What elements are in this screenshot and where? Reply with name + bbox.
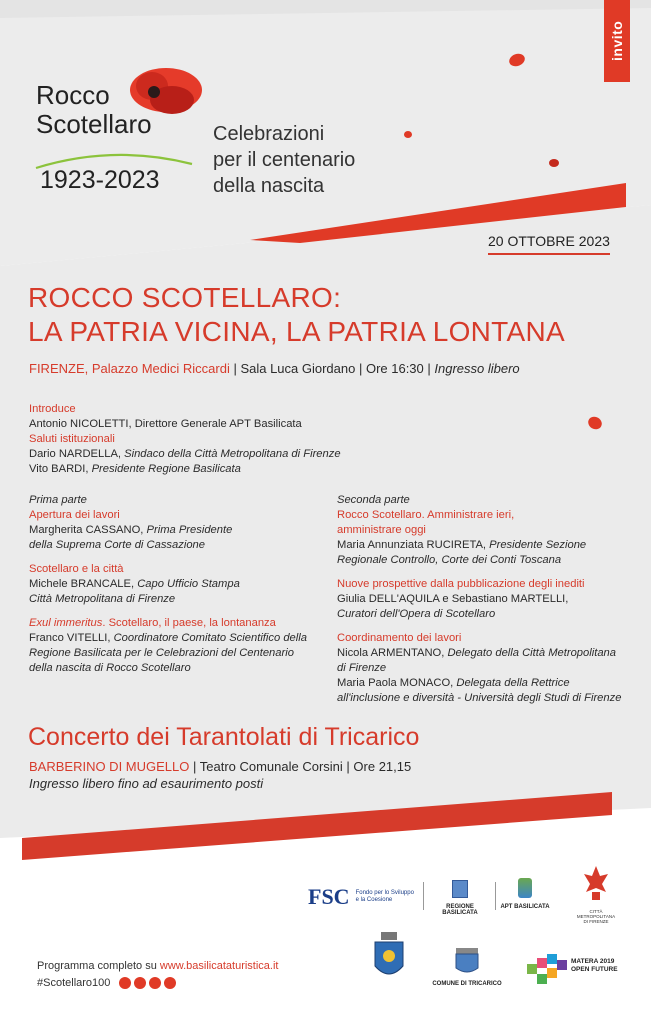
citta-metropolitana-logo — [570, 862, 622, 924]
speaker-role: Delegata della Rettrice — [456, 677, 570, 689]
speaker-role: Regionale Controllo, Corte dei Conti Toscana — [337, 554, 562, 566]
matera-squares-icon — [527, 954, 571, 986]
session-label: Scotellaro e la città — [29, 563, 124, 575]
speaker-role: Coordinatore Comitato Scientifico della — [113, 632, 307, 644]
title-line2: LA PATRIA VICINA, LA PATRIA LONTANA — [28, 316, 565, 347]
speaker-role: Delegato della Città Metropolitana — [447, 647, 616, 659]
celebr-line1: Celebrazioni — [213, 123, 325, 145]
invito-tab: invito — [604, 0, 630, 82]
petal-icon — [548, 158, 560, 168]
session-label-italic: Exul immeritus — [29, 617, 103, 629]
hashtag-line — [37, 977, 176, 989]
saluti-2 — [29, 462, 341, 477]
saluti-1 — [29, 447, 341, 462]
speaker-role: della Suprema Corte di Cassazione — [29, 539, 205, 551]
speaker-name: Giulia DELL'AQUILA e Sebastiano MARTELLI, — [337, 593, 569, 605]
logo-title — [36, 81, 152, 139]
comune-crest-icon — [430, 946, 504, 976]
celebrations-text — [213, 121, 355, 199]
venue-details: | Sala Luca Giordano | Ore 16:30 | — [229, 361, 435, 376]
petal-icon — [508, 52, 526, 68]
speaker-role: Regione Basilicata per le Celebrazioni del Centenario — [29, 647, 294, 659]
matera-label: OPEN FUTURE — [571, 966, 618, 973]
program-text: Programma completo su — [37, 960, 160, 972]
regione-basilicata-logo — [428, 880, 492, 916]
comune-tricarico-logo — [430, 946, 504, 987]
main-title — [28, 281, 565, 349]
fleur-de-lis-icon — [570, 862, 622, 904]
session-label: Apertura dei lavori — [29, 509, 120, 521]
youtube-icon[interactable] — [164, 977, 176, 989]
speaker-role: Presidente Regione Basilicata — [91, 463, 241, 475]
apt-label: APT BASILICATA — [500, 904, 550, 910]
speaker-name: Michele BRANCALE, — [29, 578, 138, 590]
concert-city: BARBERINO DI MUGELLO — [29, 759, 190, 774]
crest-logo — [371, 930, 407, 986]
speaker-name: Margherita CASSANO, — [29, 524, 147, 536]
speaker-name: Franco VITELLI, — [29, 632, 114, 644]
part-heading: Seconda parte — [337, 494, 410, 506]
hashtag: #Scotellaro100 — [37, 977, 111, 989]
logo-line1: Rocco — [36, 80, 110, 110]
session-label: amministrare oggi — [337, 524, 426, 536]
speaker-name: Nicola ARMENTANO, — [337, 647, 448, 659]
speaker-role: Capo Ufficio Stampa — [137, 578, 240, 590]
petal-icon — [587, 416, 603, 430]
facebook-icon[interactable] — [119, 977, 131, 989]
speaker-role: Prima Presidente — [146, 524, 233, 536]
part-heading: Prima parte — [29, 494, 87, 506]
instagram-icon[interactable] — [134, 977, 146, 989]
citta-label: CITTÀ METROPOLITANA — [576, 909, 616, 919]
regione-shield-icon — [452, 880, 468, 898]
regione-label: REGIONE BASILICATA — [442, 904, 478, 916]
concert-title — [28, 723, 419, 752]
speaker-role: Città Metropolitana di Firenze — [29, 593, 176, 605]
title-line1: ROCCO SCOTELLARO: — [28, 282, 342, 313]
matera-label: MATERA 2019 — [571, 958, 615, 965]
speaker-role: Curatori dell'Opera di Scotellaro — [337, 608, 496, 620]
session-label: Rocco Scotellaro. Amministrare ieri, — [337, 509, 515, 521]
speaker — [337, 538, 637, 553]
session-label: Coordinamento dei lavori — [337, 632, 462, 644]
fsc-text: FSC — [308, 884, 350, 909]
fsc-sub: e la Coesione — [355, 897, 393, 903]
concert-details — [29, 758, 411, 792]
logo-years: 1923-2023 — [40, 166, 160, 194]
venue-entry: Ingresso libero — [434, 361, 520, 376]
concert-venue: | Teatro Comunale Corsini | Ore 21,15 — [189, 759, 412, 774]
celebr-line2: per il centenario — [213, 149, 356, 171]
matera-2019-logo — [527, 954, 627, 986]
session-label-rest: . Scotellaro, il paese, la lontananza — [102, 617, 276, 629]
speaker — [29, 577, 329, 592]
speaker-name: Maria Paola MONACO, — [337, 677, 457, 689]
fsc-logo — [308, 880, 418, 914]
first-part-column — [29, 493, 329, 676]
event-date: 20 OTTOBRE 2023 — [488, 233, 610, 255]
fsc-sub: Fondo per lo Sviluppo — [355, 890, 414, 896]
speaker-name: Vito BARDI, — [29, 463, 92, 475]
speaker — [337, 646, 637, 661]
speaker-role: della nascita di Rocco Scotellaro — [29, 662, 191, 674]
logo-line2: Scotellaro — [36, 109, 152, 139]
citta-label: DI FIRENZE — [583, 919, 609, 924]
speaker — [29, 631, 329, 646]
twitter-icon[interactable] — [149, 977, 161, 989]
divider — [423, 882, 424, 910]
concert-title-main: Concerto dei Tarantolati — [28, 723, 292, 751]
speaker-role: Presidente Sezione — [489, 539, 587, 551]
petal-icon — [403, 130, 413, 139]
venue-place: , Palazzo Medici Riccardi — [84, 361, 230, 376]
website-link[interactable]: www.basilicataturistica.it — [159, 960, 279, 972]
speaker-role: Sindaco della Città Metropolitana di Firenze — [124, 448, 341, 460]
speaker — [29, 523, 329, 538]
divider — [495, 882, 496, 910]
intro-block — [29, 402, 341, 477]
speaker-role: di Firenze — [337, 662, 387, 674]
speaker-name: Maria Annunziata RUCIRETA, — [337, 539, 490, 551]
comune-label: COMUNE DI TRICARICO — [432, 981, 502, 987]
program-link-line — [37, 960, 278, 972]
coat-of-arms-icon — [371, 930, 407, 986]
venue-line — [29, 361, 520, 376]
venue-city: FIRENZE — [29, 361, 85, 376]
celebr-line3: della nascita — [213, 175, 325, 197]
social-icons — [119, 977, 176, 989]
saluti-label: Saluti istituzionali — [29, 433, 115, 445]
speaker-name: Dario NARDELLA, — [29, 448, 125, 460]
concert-title-rest: di Tricarico — [291, 723, 420, 751]
introduce-text: Antonio NICOLETTI, Direttore Generale APT Basilicata — [29, 418, 302, 430]
apt-basilicata-logo — [500, 878, 550, 910]
concert-note: Ingresso libero fino ad esaurimento posti — [29, 776, 264, 791]
session-label — [29, 616, 329, 631]
speaker — [337, 676, 637, 691]
second-part-column — [337, 493, 637, 706]
speaker-role: all'inclusione e diversità - Università degli Studi di Firenze — [337, 692, 622, 704]
introduce-label: Introduce — [29, 403, 76, 415]
session-label: Nuove prospettive dalla pubblicazione degli inediti — [337, 578, 585, 590]
apt-crest-icon — [518, 878, 532, 898]
